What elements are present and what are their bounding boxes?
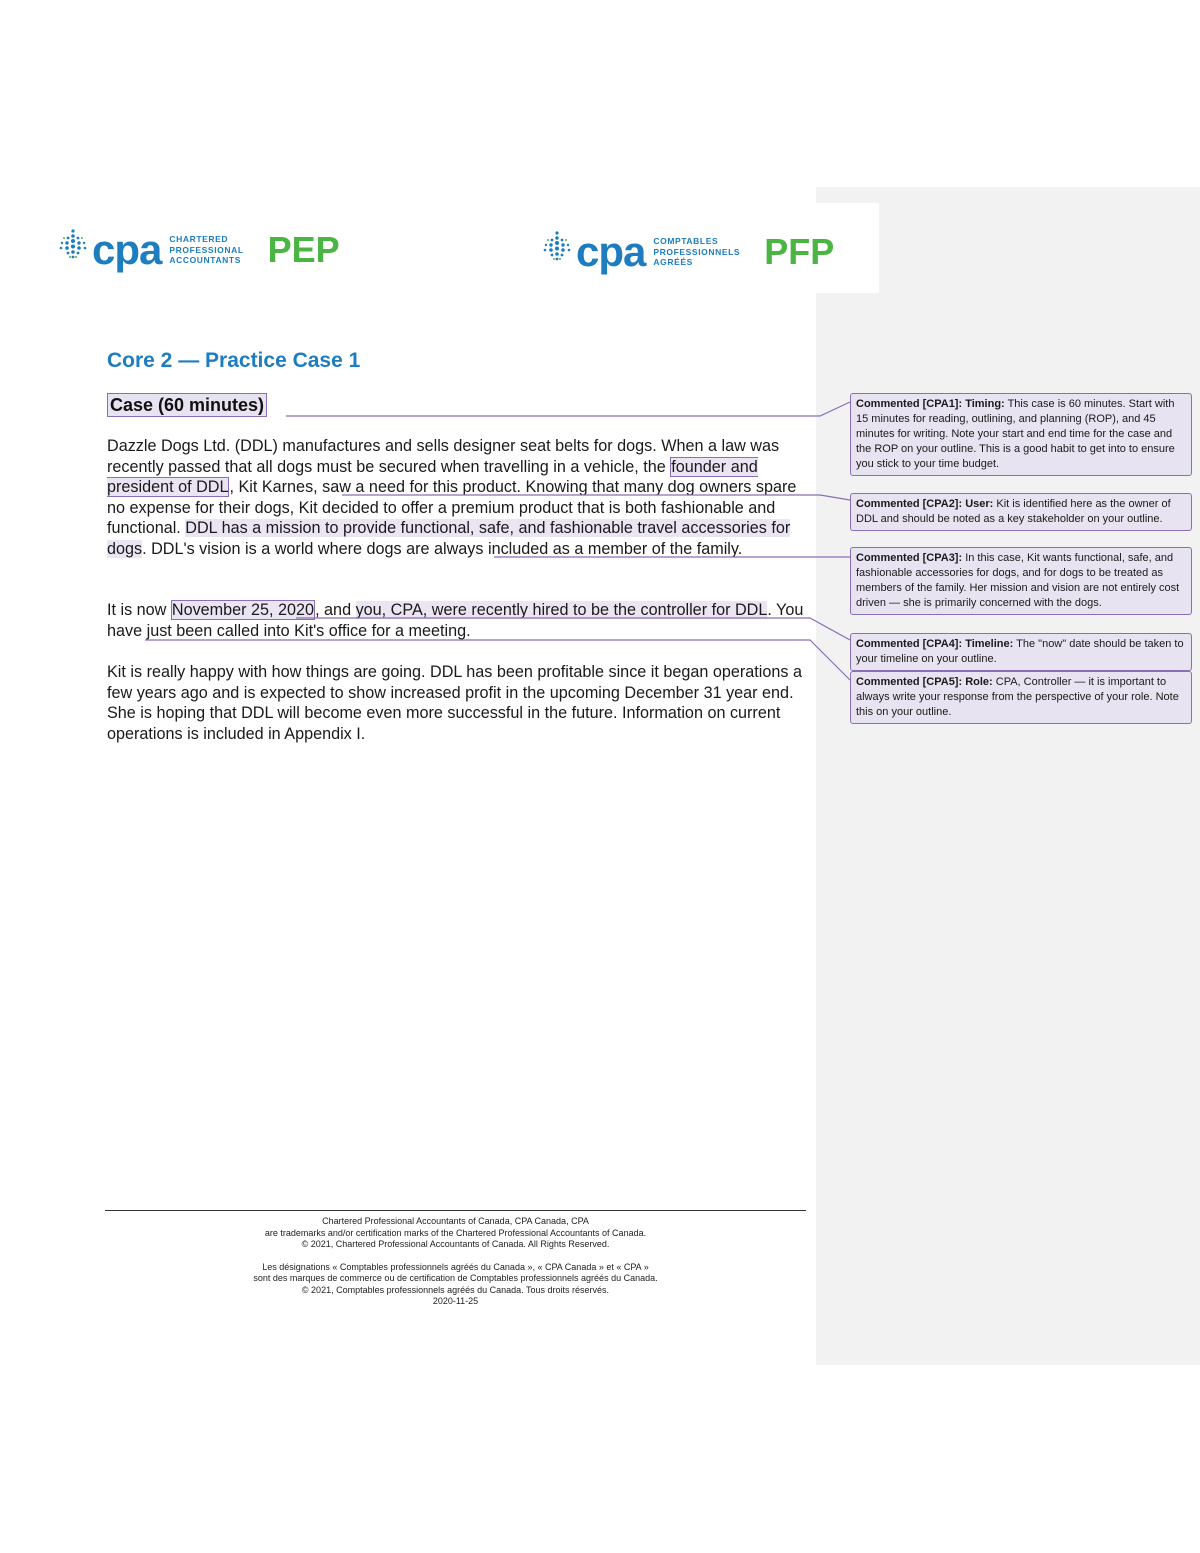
cpa-wordmark: cpa [92, 226, 162, 273]
comment-text: Kit is identified here as the owner of DDL and should be noted as a key stakeholder on your outline. [856, 498, 1171, 525]
footer-line: © 2021, Chartered Professional Accountants of Canada. All Rights Reserved. [301, 1239, 610, 1249]
comment-cpa3[interactable] [850, 547, 1192, 615]
program-label: PEP [267, 229, 340, 270]
case-heading[interactable]: Case (60 minutes) [107, 393, 267, 417]
comment-text: This case is 60 minutes. Start with 15 minutes for reading, outlining, and planning (ROP), and 45 minutes for writing. Note your start and end time for the case and the ROP on your outline. This is a good habit to get into to ensure you stick to your time budget. [856, 398, 1175, 470]
comment-label: Commented [CPA2]: [856, 498, 963, 510]
comment-cpa4[interactable] [850, 633, 1192, 671]
comment-margin-pane [816, 187, 1200, 1365]
cpa-subtitle-line: PROFESSIONAL [169, 244, 244, 255]
text-run: It is now [107, 601, 171, 619]
footer-line: © 2021, Comptables professionnels agréés du Canada. Tous droits réservés. [301, 1284, 610, 1295]
footer [105, 1216, 806, 1308]
footer-line: are trademarks and/or certification marks of the Chartered Professional Accountants of Canada. [264, 1227, 647, 1238]
comment-text: In this case, Kit wants functional, safe, and fashionable accessories for dogs, and for dogs to be treated as members of the family. Her mission and vision are not entirely cost driven — she is primarily concerned with the dogs. [856, 552, 1180, 609]
footer-date: 2020-11-25 [432, 1296, 479, 1306]
comment-label: Commented [CPA1]: [856, 398, 963, 410]
commented-text-user[interactable]: founder and president of DDL [107, 457, 758, 496]
text-run: . You have just been called into Kit's office for a meeting. [107, 601, 804, 640]
commented-text-mission[interactable]: DDL has a mission to provide functional, safe, and fashionable travel accessories for dogs [107, 519, 791, 558]
comment-label: Commented [CPA4]: [856, 638, 963, 650]
commented-text-role[interactable]: you, CPA, were recently hired to be the controller for DDL [355, 601, 768, 619]
cpa-subtitle [169, 234, 243, 266]
paragraph-intro [107, 436, 807, 559]
comment-topic: Timing: [965, 398, 1005, 410]
comment-text: CPA, Controller — it is important to always write your response from the perspective of your role. Note this on your outline. [856, 676, 1179, 718]
connector-cpa1 [286, 402, 850, 416]
comment-label: Commented [CPA5]: [856, 676, 963, 688]
maple-leaf-dots-icon [542, 230, 572, 274]
text-run: , Kit Karnes, saw a need for this product. Knowing that many dog owners spare no expense for their dogs, Kit decided to offer a premium product that is both fashionable and functional. [107, 478, 797, 537]
text-run: Dazzle Dogs Ltd. (DDL) manufactures and sells designer seat belts for dogs. When a law was recently passed that all dogs must be secured when travelling in a vehicle, the [107, 437, 780, 476]
cpa-subtitle [653, 236, 740, 268]
comment-label: Commented [CPA3]: [856, 552, 963, 564]
cpa-pep-logo [58, 228, 340, 272]
text-run: Kit is really happy with how things are going. DDL has been profitable since it began operations a few years ago and is expected to show increased profit in the upcoming December 31 year end. She is hoping that DDL will become even more successful in the future. Information on current operations is included in Appendix I. [107, 663, 802, 743]
comment-topic: User: [965, 498, 994, 510]
cpa-subtitle-line: AGRÉÉS [653, 257, 693, 268]
cpa-subtitle-line: PROFESSIONNELS [653, 246, 741, 257]
cpa-subtitle-line: CHARTERED [169, 234, 229, 245]
comment-cpa1[interactable] [850, 393, 1192, 476]
comment-topic: Role: [965, 676, 993, 688]
text-run: , and [315, 601, 356, 619]
maple-leaf-dots-icon [58, 228, 88, 272]
comment-topic: Timeline: [965, 638, 1014, 650]
cpa-pfp-logo [542, 230, 834, 274]
paragraph-role [107, 600, 807, 641]
comment-cpa5[interactable] [850, 671, 1192, 724]
footer-line: Les désignations « Comptables professionnels agréés du Canada », « CPA Canada » et « CPA » [262, 1261, 649, 1272]
footer-line: Chartered Professional Accountants of Canada, CPA Canada, CPA [322, 1216, 589, 1226]
commented-text-timeline[interactable]: November 25, 2020 [171, 601, 315, 619]
comment-text: The "now" date should be taken to your timeline on your outline. [856, 638, 1184, 665]
footer-line: sont des marques de commerce ou de certification de Comptables professionnels agréés du Canada. [253, 1273, 658, 1283]
footer-divider [105, 1210, 806, 1211]
cpa-wordmark: cpa [576, 228, 646, 275]
program-label: PFP [764, 231, 835, 272]
comment-cpa2[interactable] [850, 493, 1192, 531]
paragraph-operations [107, 662, 807, 744]
page-title: Core 2 — Practice Case 1 [107, 349, 361, 372]
cpa-subtitle-line: COMPTABLES [653, 236, 719, 247]
text-run: . DDL's vision is a world where dogs are always included as a member of the family. [142, 539, 743, 558]
cpa-subtitle-line: ACCOUNTANTS [169, 255, 241, 266]
